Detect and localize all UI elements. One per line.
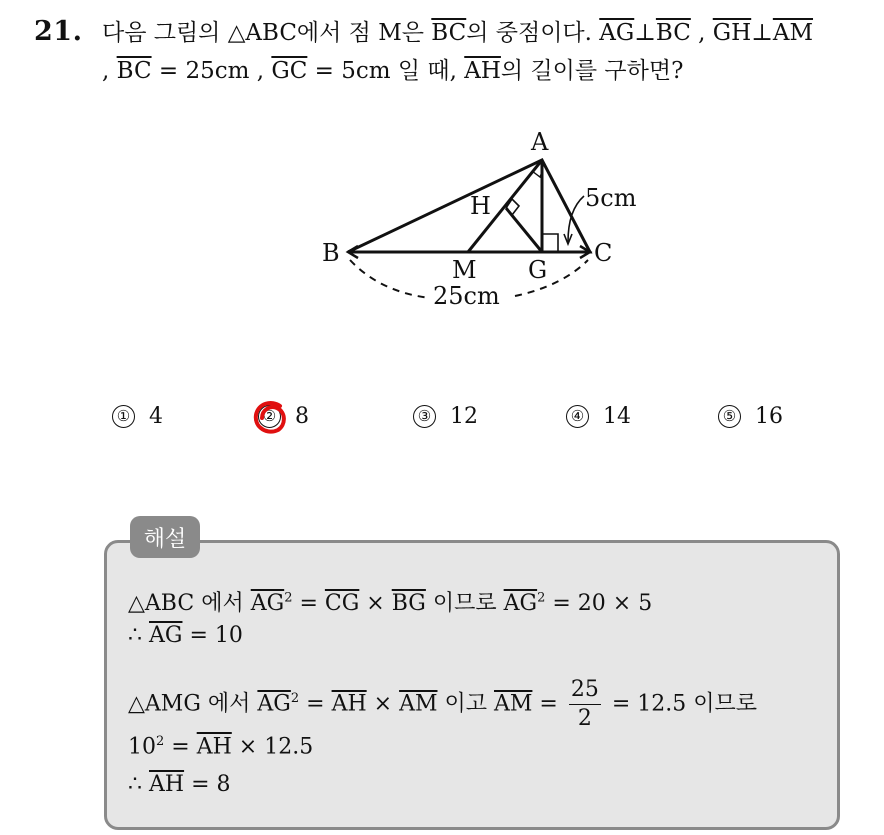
triangle-figure: [300, 120, 660, 320]
label-m: M: [452, 256, 477, 284]
segment-bg: $\overline{BG}$: [391, 591, 426, 616]
segment-gc: $\overline{GC}$: [271, 58, 308, 84]
segment-gh: $\overline{GH}$: [712, 20, 752, 46]
choice-value: 16: [755, 404, 783, 429]
solution-line-2: [128, 623, 243, 648]
choice-marker: ③: [413, 405, 436, 428]
solution-text: △AMG 에서: [128, 691, 258, 717]
fraction-denominator: 2: [577, 706, 592, 731]
question-text: = 5cm 일 때,: [307, 58, 465, 84]
segment-ag: $\overline{AG}$: [599, 20, 635, 46]
choice-value: 14: [603, 404, 631, 429]
solution-text: × 12.5: [231, 734, 314, 760]
solution-text: 이므로: [425, 591, 504, 616]
choice-1[interactable]: [112, 404, 163, 429]
choice-value: 8: [295, 404, 309, 429]
choice-4[interactable]: [566, 404, 631, 429]
question-text: = 25cm ,: [151, 58, 272, 84]
label-bc-length: 25cm: [433, 282, 500, 310]
segment-ag: $\overline{AG}$: [257, 691, 291, 717]
choice-value: 4: [149, 404, 163, 429]
segment-bc: $\overline{BC}$: [116, 58, 152, 84]
solution-text: =: [532, 691, 565, 717]
exponent: 2: [156, 734, 165, 749]
solution-text: 10: [128, 734, 156, 760]
segment-am: $\overline{AM}$: [494, 691, 533, 717]
dimension-arc-right: [515, 260, 588, 296]
choice-5[interactable]: [718, 404, 783, 429]
segment-ag: $\overline{AG}$: [149, 623, 183, 648]
question-text: ,: [690, 20, 713, 46]
perpendicular-symbol: ⊥: [634, 20, 656, 46]
solution-line-4: [128, 734, 313, 759]
question-line-2: [102, 56, 683, 86]
exponent: 2: [290, 691, 300, 707]
question-text: 의 길이를 구하면?: [500, 58, 684, 84]
choice-marker: ①: [112, 405, 135, 428]
solution-text: = 20 × 5: [545, 591, 653, 616]
solution-text: =: [299, 691, 332, 717]
segment-ah: $\overline{AH}$: [464, 58, 501, 84]
label-h: H: [470, 192, 491, 220]
solution-line-5: [128, 772, 231, 797]
question-line-1: [102, 18, 813, 48]
segment-ah: $\overline{AH}$: [196, 734, 232, 760]
choice-marker: ⑤: [718, 405, 741, 428]
solution-tag: 해설: [130, 516, 200, 558]
segment-bc: $\overline{BC}$: [431, 20, 467, 46]
label-a: A: [531, 128, 549, 156]
solution-line-3: [128, 676, 757, 733]
solution-text: ∴: [128, 772, 149, 797]
problem-number: 21.: [34, 16, 83, 47]
label-g: G: [528, 256, 548, 284]
segment-gh-line: [506, 208, 542, 252]
solution-text: ×: [359, 591, 392, 616]
exponent: 2: [284, 590, 293, 606]
choice-value: 12: [450, 404, 478, 429]
solution-text: = 10: [182, 623, 243, 648]
solution-text: =: [164, 734, 197, 760]
solution-text: =: [292, 591, 325, 616]
solution-text: = 8: [184, 772, 231, 797]
question-text: ,: [102, 58, 117, 84]
choice-marker: ②: [258, 405, 281, 428]
segment-ag: $\overline{AG}$: [503, 591, 538, 616]
choice-3[interactable]: [413, 404, 478, 429]
solution-text: ∴: [128, 623, 149, 648]
dimension-arc-left: [350, 260, 430, 298]
solution-text: ×: [366, 691, 400, 717]
segment-cg: $\overline{CG}$: [324, 591, 360, 616]
segment-am: $\overline{AM}$: [772, 20, 814, 46]
triangle-abc: [348, 160, 590, 252]
solution-line-1: [128, 586, 652, 617]
perpendicular-symbol: ⊥: [751, 20, 773, 46]
segment-ag: $\overline{AG}$: [250, 591, 285, 616]
solution-text: △ABC 에서: [128, 591, 251, 616]
segment-bc: $\overline{BC}$: [655, 20, 691, 46]
fraction: [569, 676, 601, 733]
answer-circle-mark: [250, 398, 290, 438]
segment-ah: $\overline{AH}$: [331, 691, 367, 717]
fraction-numerator: 25: [569, 676, 601, 705]
right-angle-g: [542, 234, 558, 252]
label-c: C: [594, 239, 613, 267]
solution-text: = 12.5 이므로: [604, 691, 757, 717]
question-text: 의 중점이다.: [466, 20, 600, 46]
choice-marker: ④: [566, 405, 589, 428]
label-gc-length: 5cm: [585, 184, 637, 212]
segment-am: $\overline{AM}$: [399, 691, 438, 717]
label-b: B: [322, 239, 340, 267]
exponent: 2: [537, 590, 546, 606]
segment-ah: $\overline{AH}$: [149, 772, 185, 797]
question-text: 다음 그림의 △ABC에서 점 M은: [102, 20, 432, 46]
solution-text: 이고: [437, 691, 494, 717]
